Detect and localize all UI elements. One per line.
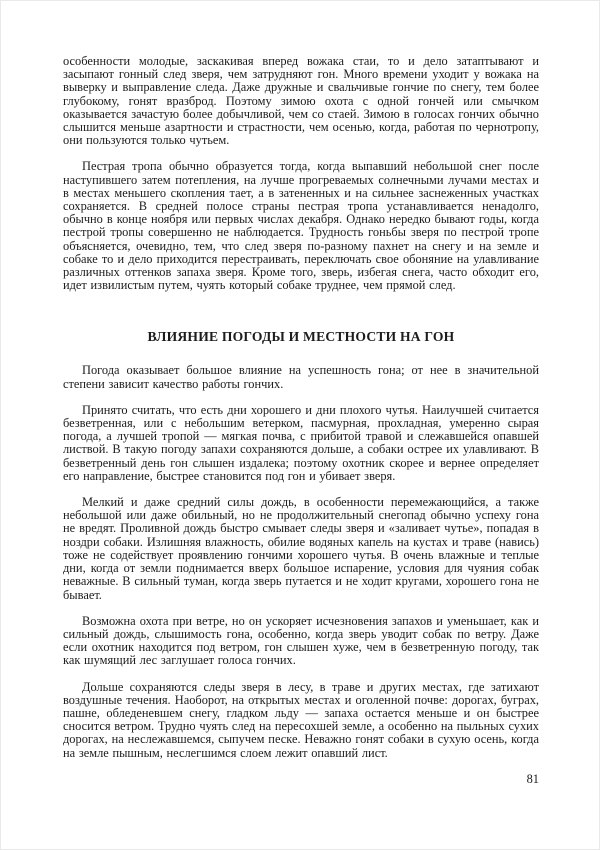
paragraph: Дольше сохраняются следы зверя в лесу, в траве и других местах, где затихают воздушные течения. Наоборот, на открытых местах и оголенной почве: дорогах, буграх, пашне, обледеневшем снегу, гладком льду — запаха остается меньше и он быстрее сносится ветром. Трудно чуять след на пересохшей земле, а особенно на пыльных сухих дорогах, на неслежавшемся, сыпучем песке. Неважно гонят собаки в сухую осень, когда на земле пышным, неслегшимся слоем лежит опавший лист.: [63, 679, 539, 760]
paragraph: Возможна охота при ветре, но он ускоряет исчезновения запахов и уменьшает, как и сильный дождь, слышимость гона, особенно, когда зверь уводит собак по ветру. Даже если охотник находится под ветром, гон слышен хуже, чем в безветренную погоду, так как шумящий лес заглушает голоса гончих.: [63, 613, 539, 668]
paragraph-continuation: особенности молодые, заскакивая вперед вожака стаи, то и дело затаптывают и засыпают гонный след зверя, чем затрудняют гон. Много времени уходит у вожака на выверку и выправление следа. Даже дружные и свальчивые гончие по снегу, тем более глубокому, гонят вразброд. Поэтому зимою охота с одной гончей или смычком оказывается зачастую более добычливой, чем со стаей. Зимою в голосах гончих обычно слышится меньше азартности и страстности, чем осенью, когда, работая по чернотропу, они пользуются только чутьем.: [63, 54, 539, 148]
page-content-column: [63, 55, 539, 786]
paragraph: Принято считать, что есть дни хорошего и дни плохого чутья. Наилучшей считается безветренная, или с небольшим ветерком, пасмурная, прохладная, умеренно сырая погода, а лучшей тропой — мягкая почва, с прибитой травой и слежавшейся опавшей листвой. В такую погоду запахи сохраняются дольше, а собаки острее их улавливают. В безветренный день гон слышен издалека; поэтому охотник скорее и вернее определяет его направление, быстрее становится под гон и убивает зверя.: [63, 402, 539, 483]
paragraph: Погода оказывает большое влияние на успешность гона; от нее в значительной степени зависит качество работы гончих.: [63, 363, 539, 391]
paragraph: Мелкий и даже средний силы дождь, в особенности перемежающийся, а также небольшой или даже обильный, но не продолжительный снегопад обычно успеху гона не вредят. Проливной дождь быстро смывает следы зверя и «заливает чутье», попадая в ноздри собаки. Излишняя влажность, обилие водяных капель на кустах и траве (навись) тоже не содействует проявлению гончими хорошего чутья. В очень влажные и теплые дни, когда от земли поднимается вверх большое испарение, условия для чуяния собак неважные. В сильный туман, когда зверь путается и не ходит кругами, хорошего гона не бывает.: [63, 495, 539, 602]
section-heading: ВЛИЯНИЕ ПОГОДЫ И МЕСТНОСТИ НА ГОН: [147, 329, 455, 345]
paragraph: Пестрая тропа обычно образуется тогда, когда выпавший небольшой снег после наступившего затем потепления, на лучше прогреваемых солнечными лучами местах и в местах меньшего скопления тает, а в затененных и на сильнее заснеженных участках сохраняется. В средней полосе страны пестрая тропа устанавливается ненадолго, обычно в конце ноября или первых числах декабря. Однако нередко бывают годы, когда пестрой тропы совершенно не наблюдается. Трудность гоньбы зверя по пестрой тропе объясняется, очевидно, тем, что след зверя по-разному пахнет на снегу и на земле и собаке то и дело приходится перестраивать, переключать свое обоняние на улавливание различных оттенков запаха зверя. Кроме того, зверь, избегая снега, часто обходит его, идет извилистым путем, чуять который собаке труднее, чем прямой след.: [63, 159, 539, 293]
page-number: 81: [526, 771, 539, 786]
